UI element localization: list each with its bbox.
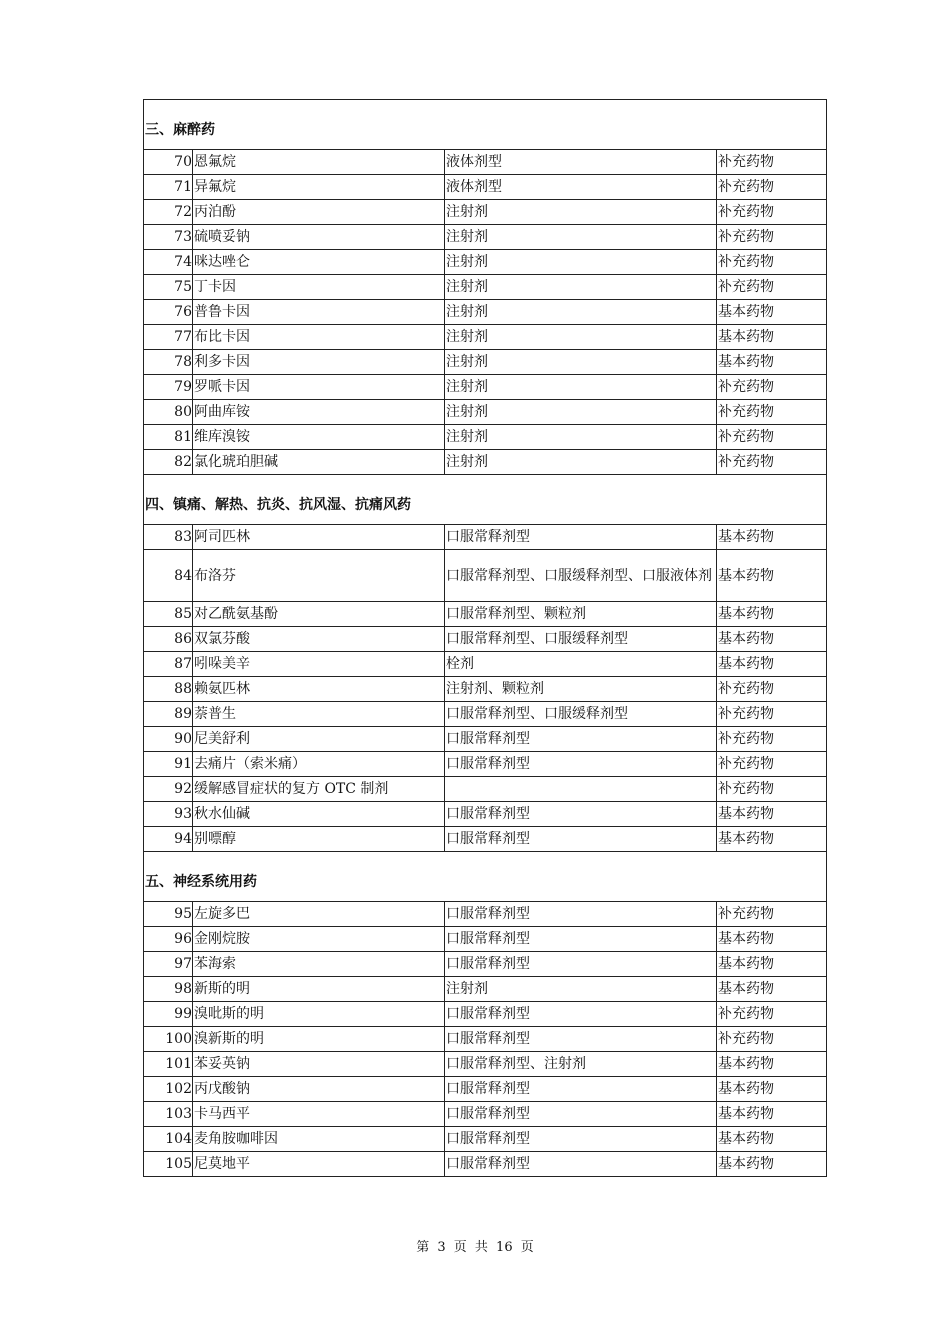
dosage-form: 注射剂 [445, 375, 717, 400]
table-row [144, 977, 827, 1002]
drug-name: 恩氟烷 [193, 150, 445, 175]
table-row [144, 425, 827, 450]
dosage-form: 口服常释剂型 [445, 727, 717, 752]
drug-category: 补充药物 [717, 450, 827, 475]
drug-category: 基本药物 [717, 827, 827, 852]
row-number: 105 [144, 1152, 193, 1177]
row-number: 72 [144, 200, 193, 225]
table-row [144, 827, 827, 852]
row-number: 76 [144, 300, 193, 325]
dosage-form: 口服常释剂型 [445, 1002, 717, 1027]
document-page [143, 99, 826, 1177]
row-number: 71 [144, 175, 193, 200]
table-row [144, 627, 827, 652]
drug-name: 普鲁卡因 [193, 300, 445, 325]
section-header-row [144, 475, 827, 525]
table-row [144, 250, 827, 275]
dosage-form: 注射剂 [445, 350, 717, 375]
row-number: 100 [144, 1027, 193, 1052]
drug-category: 基本药物 [717, 350, 827, 375]
table-row [144, 702, 827, 727]
dosage-form: 口服常释剂型 [445, 802, 717, 827]
row-number: 86 [144, 627, 193, 652]
drug-name: 赖氨匹林 [193, 677, 445, 702]
drug-name: 布比卡因 [193, 325, 445, 350]
table-row [144, 1127, 827, 1152]
dosage-form: 口服常释剂型 [445, 752, 717, 777]
row-number: 84 [144, 550, 193, 602]
drug-name: 咪达唑仑 [193, 250, 445, 275]
row-number: 81 [144, 425, 193, 450]
table-row [144, 200, 827, 225]
table-row [144, 350, 827, 375]
table-row [144, 150, 827, 175]
drug-name: 双氯芬酸 [193, 627, 445, 652]
drug-name: 丙戊酸钠 [193, 1077, 445, 1102]
row-number: 83 [144, 525, 193, 550]
drug-category: 基本药物 [717, 325, 827, 350]
table-row [144, 325, 827, 350]
table-row [144, 300, 827, 325]
drug-name: 新斯的明 [193, 977, 445, 1002]
table-row [144, 802, 827, 827]
drug-category: 基本药物 [717, 977, 827, 1002]
table-row [144, 400, 827, 425]
dosage-form: 注射剂 [445, 225, 717, 250]
drug-category: 补充药物 [717, 702, 827, 727]
drug-category: 基本药物 [717, 652, 827, 677]
table-row [144, 752, 827, 777]
dosage-form: 口服常释剂型 [445, 1152, 717, 1177]
table-row [144, 1077, 827, 1102]
dosage-form: 口服常释剂型 [445, 927, 717, 952]
table-row [144, 902, 827, 927]
drug-category: 补充药物 [717, 1002, 827, 1027]
section-header-row [144, 852, 827, 902]
table-row [144, 275, 827, 300]
drug-name: 对乙酰氨基酚 [193, 602, 445, 627]
table-row [144, 677, 827, 702]
drug-name: 氯化琥珀胆碱 [193, 450, 445, 475]
drug-name: 缓解感冒症状的复方 OTC 制剂 [193, 777, 445, 802]
row-number: 79 [144, 375, 193, 400]
dosage-form [445, 777, 717, 802]
table-row [144, 727, 827, 752]
row-number: 73 [144, 225, 193, 250]
drug-category: 补充药物 [717, 150, 827, 175]
dosage-form: 口服常释剂型、口服缓释剂型、口服液体剂 [445, 550, 717, 602]
drug-category: 补充药物 [717, 1027, 827, 1052]
dosage-form: 口服常释剂型、注射剂 [445, 1052, 717, 1077]
drug-name: 苯妥英钠 [193, 1052, 445, 1077]
drug-category: 基本药物 [717, 1102, 827, 1127]
drug-name: 阿曲库铵 [193, 400, 445, 425]
drug-category: 补充药物 [717, 425, 827, 450]
row-number: 94 [144, 827, 193, 852]
row-number: 88 [144, 677, 193, 702]
drug-category: 补充药物 [717, 250, 827, 275]
drug-category: 基本药物 [717, 927, 827, 952]
dosage-form: 口服常释剂型 [445, 525, 717, 550]
drug-name: 溴新斯的明 [193, 1027, 445, 1052]
row-number: 77 [144, 325, 193, 350]
drug-name: 麦角胺咖啡因 [193, 1127, 445, 1152]
drug-name: 硫喷妥钠 [193, 225, 445, 250]
row-number: 96 [144, 927, 193, 952]
drug-category: 基本药物 [717, 550, 827, 602]
drug-category: 基本药物 [717, 1052, 827, 1077]
drug-name: 异氟烷 [193, 175, 445, 200]
dosage-form: 注射剂、颗粒剂 [445, 677, 717, 702]
dosage-form: 口服常释剂型、口服缓释剂型 [445, 702, 717, 727]
section-title: 三、麻醉药 [144, 100, 827, 150]
drug-category: 补充药物 [717, 175, 827, 200]
drug-category: 补充药物 [717, 225, 827, 250]
table-row [144, 1027, 827, 1052]
dosage-form: 注射剂 [445, 200, 717, 225]
drug-category: 基本药物 [717, 1152, 827, 1177]
drug-name: 溴吡斯的明 [193, 1002, 445, 1027]
drug-category: 补充药物 [717, 400, 827, 425]
drug-name: 尼莫地平 [193, 1152, 445, 1177]
row-number: 98 [144, 977, 193, 1002]
row-number: 99 [144, 1002, 193, 1027]
drug-category: 补充药物 [717, 727, 827, 752]
dosage-form: 注射剂 [445, 977, 717, 1002]
drug-category: 基本药物 [717, 602, 827, 627]
dosage-form: 口服常释剂型 [445, 1102, 717, 1127]
drug-category: 基本药物 [717, 952, 827, 977]
drug-name: 秋水仙碱 [193, 802, 445, 827]
dosage-form: 口服常释剂型 [445, 1077, 717, 1102]
dosage-form: 注射剂 [445, 300, 717, 325]
drug-category: 补充药物 [717, 752, 827, 777]
drug-category: 基本药物 [717, 1127, 827, 1152]
drug-category: 补充药物 [717, 275, 827, 300]
drug-category: 补充药物 [717, 200, 827, 225]
section-header-row [144, 100, 827, 150]
row-number: 75 [144, 275, 193, 300]
drug-category: 补充药物 [717, 375, 827, 400]
drug-name: 尼美舒利 [193, 727, 445, 752]
row-number: 80 [144, 400, 193, 425]
table-row [144, 1052, 827, 1077]
drug-name: 萘普生 [193, 702, 445, 727]
dosage-form: 注射剂 [445, 325, 717, 350]
drug-list-table [143, 99, 827, 1177]
table-row [144, 550, 827, 602]
drug-name: 卡马西平 [193, 1102, 445, 1127]
row-number: 92 [144, 777, 193, 802]
drug-name: 罗哌卡因 [193, 375, 445, 400]
dosage-form: 注射剂 [445, 275, 717, 300]
dosage-form: 口服常释剂型 [445, 827, 717, 852]
dosage-form: 液体剂型 [445, 175, 717, 200]
section-title: 四、镇痛、解热、抗炎、抗风湿、抗痛风药 [144, 475, 827, 525]
dosage-form: 口服常释剂型 [445, 1127, 717, 1152]
row-number: 103 [144, 1102, 193, 1127]
drug-name: 布洛芬 [193, 550, 445, 602]
dosage-form: 口服常释剂型、颗粒剂 [445, 602, 717, 627]
table-row [144, 952, 827, 977]
dosage-form: 注射剂 [445, 250, 717, 275]
row-number: 95 [144, 902, 193, 927]
row-number: 102 [144, 1077, 193, 1102]
drug-name: 丙泊酚 [193, 200, 445, 225]
row-number: 104 [144, 1127, 193, 1152]
drug-name: 金刚烷胺 [193, 927, 445, 952]
drug-category: 基本药物 [717, 627, 827, 652]
table-row [144, 525, 827, 550]
dosage-form: 口服常释剂型 [445, 952, 717, 977]
dosage-form: 注射剂 [445, 400, 717, 425]
dosage-form: 口服常释剂型 [445, 1027, 717, 1052]
table-row [144, 450, 827, 475]
drug-category: 基本药物 [717, 1077, 827, 1102]
page-footer: 第 3 页 共 16 页 [416, 1240, 534, 1255]
row-number: 70 [144, 150, 193, 175]
row-number: 101 [144, 1052, 193, 1077]
table-row [144, 927, 827, 952]
table-row [144, 175, 827, 200]
table-row [144, 1002, 827, 1027]
drug-name: 左旋多巴 [193, 902, 445, 927]
drug-name: 吲哚美辛 [193, 652, 445, 677]
row-number: 91 [144, 752, 193, 777]
drug-category: 补充药物 [717, 677, 827, 702]
table-row [144, 1152, 827, 1177]
row-number: 87 [144, 652, 193, 677]
drug-category: 补充药物 [717, 902, 827, 927]
dosage-form: 液体剂型 [445, 150, 717, 175]
table-row [144, 602, 827, 627]
drug-name: 利多卡因 [193, 350, 445, 375]
dosage-form: 口服常释剂型 [445, 902, 717, 927]
row-number: 85 [144, 602, 193, 627]
row-number: 89 [144, 702, 193, 727]
section-title: 五、神经系统用药 [144, 852, 827, 902]
drug-category: 补充药物 [717, 777, 827, 802]
table-row [144, 777, 827, 802]
drug-name: 丁卡因 [193, 275, 445, 300]
drug-name: 阿司匹林 [193, 525, 445, 550]
drug-name: 维库溴铵 [193, 425, 445, 450]
row-number: 82 [144, 450, 193, 475]
row-number: 97 [144, 952, 193, 977]
drug-name: 苯海索 [193, 952, 445, 977]
row-number: 78 [144, 350, 193, 375]
row-number: 93 [144, 802, 193, 827]
drug-category: 基本药物 [717, 300, 827, 325]
table-row [144, 225, 827, 250]
dosage-form: 注射剂 [445, 425, 717, 450]
table-row [144, 1102, 827, 1127]
dosage-form: 口服常释剂型、口服缓释剂型 [445, 627, 717, 652]
drug-category: 基本药物 [717, 802, 827, 827]
dosage-form: 注射剂 [445, 450, 717, 475]
drug-name: 去痛片（索米痛） [193, 752, 445, 777]
drug-category: 基本药物 [717, 525, 827, 550]
table-row [144, 652, 827, 677]
row-number: 90 [144, 727, 193, 752]
row-number: 74 [144, 250, 193, 275]
dosage-form: 栓剂 [445, 652, 717, 677]
drug-name: 别嘌醇 [193, 827, 445, 852]
table-row [144, 375, 827, 400]
